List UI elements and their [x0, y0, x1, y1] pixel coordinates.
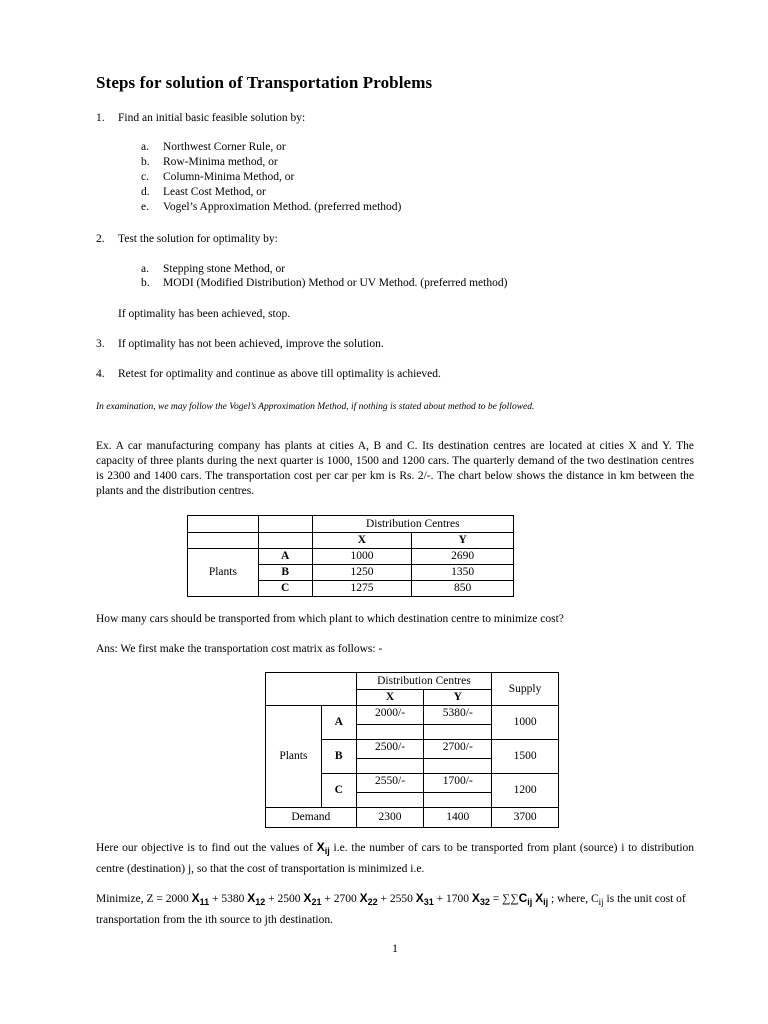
- table-header: Distribution Centres: [312, 516, 513, 533]
- cost-cell: [356, 706, 424, 740]
- answer-intro: Ans: We first make the transportation cost matrix as follows: -: [96, 643, 383, 655]
- supply-cell: 1200: [492, 774, 559, 808]
- column-header: Y: [412, 533, 514, 549]
- cost-value: 1700/-: [442, 775, 473, 787]
- term-sub: 32: [479, 897, 490, 907]
- list-item: MODI (Modified Distribution) Method or UV Method. (preferred method): [163, 277, 508, 289]
- list-letter: a.: [141, 141, 149, 153]
- step-text: Retest for optimality and continue as above till optimality is achieved.: [118, 368, 441, 380]
- table-cell: 1250: [312, 565, 412, 581]
- term-coef: 2000: [165, 893, 189, 905]
- term-coef: 2500: [277, 893, 301, 905]
- distance-table: [187, 515, 514, 597]
- cost-cell: [356, 774, 424, 808]
- column-header: X: [356, 690, 424, 706]
- cost-cell: [356, 740, 424, 774]
- list-letter: c.: [141, 171, 149, 183]
- step-number: 3.: [96, 338, 105, 350]
- table-cell: 1275: [312, 581, 412, 597]
- term-sub: 11: [199, 897, 210, 907]
- cost-value: 2700/-: [442, 741, 473, 753]
- term-var: X: [359, 891, 368, 905]
- row-header: B: [258, 565, 312, 581]
- allocation-line: [424, 758, 491, 759]
- page-number: 1: [392, 941, 398, 955]
- cost-value: 2000/-: [375, 707, 406, 719]
- row-group-label: Plants: [188, 549, 259, 597]
- cost-cell: [424, 774, 492, 808]
- list-item: Least Cost Method, or: [163, 186, 266, 198]
- list-item: Northwest Corner Rule, or: [163, 141, 286, 153]
- term-var: X: [247, 891, 256, 905]
- formula-lead: Minimize, Z =: [96, 893, 166, 905]
- page-title: Steps for solution of Transportation Problems: [96, 73, 433, 92]
- cost-value: 2500/-: [375, 741, 406, 753]
- cost-cell: [424, 706, 492, 740]
- row-header: B: [321, 740, 356, 774]
- table-cell: 850: [412, 581, 514, 597]
- list-item: Vogel’s Approximation Method. (preferred method): [163, 201, 402, 213]
- term-coef: 1700: [446, 893, 470, 905]
- step-number: 2.: [96, 233, 105, 245]
- demand-label: Demand: [266, 808, 357, 828]
- term-var: X: [303, 891, 312, 905]
- step-text: If optimality has not been achieved, improve the solution.: [118, 338, 384, 350]
- optimality-note: If optimality has been achieved, stop.: [118, 308, 291, 320]
- supply-cell: 1500: [492, 740, 559, 774]
- supply-cell: 1000: [492, 706, 559, 740]
- term-var: X: [415, 891, 424, 905]
- variable-symbol: X: [535, 891, 544, 905]
- list-letter: b.: [141, 156, 150, 168]
- step-text: Test the solution for optimality by:: [118, 233, 278, 245]
- table-header: Distribution Centres: [356, 673, 492, 690]
- term-sub: 21: [311, 897, 322, 907]
- term-sub: 12: [255, 897, 266, 907]
- where-text: ; where, C: [551, 893, 599, 905]
- table-cell: 1000: [312, 549, 412, 565]
- sum-symbol: ∑∑: [502, 893, 519, 905]
- allocation-line: [357, 792, 424, 793]
- term-coef: 2550: [389, 893, 413, 905]
- step-number: 4.: [96, 368, 105, 380]
- objective-formula: Minimize, Z = 2000 $X_{11} + 5380$ $X_{12} + 2500$ $X_{21} + 2700$ $X_{22} + 2550$ $X_{31} + 1700$ $X_{32} = \sum\sum C_{ij}$ $X_{ij}$ ; where, $C_{ij}$ is the unit cost of transportation from the ith source to jth destination.: [96, 891, 686, 926]
- table-corner: [258, 533, 312, 549]
- list-item: Row-Minima method, or: [163, 156, 278, 168]
- cost-value: 5380/-: [442, 707, 473, 719]
- cost-cell: [424, 740, 492, 774]
- list-letter: b.: [141, 277, 150, 289]
- table-corner: [188, 533, 259, 549]
- term-var: X: [471, 891, 480, 905]
- table-cell: 2690: [412, 549, 514, 565]
- term-sub: 31: [423, 897, 434, 907]
- term-coef: 5380: [221, 893, 245, 905]
- variable-subscript: ij: [543, 897, 549, 907]
- objective-paragraph: [96, 838, 694, 878]
- term-sub: 22: [367, 897, 378, 907]
- list-letter: d.: [141, 186, 150, 198]
- where-tail: is the unit cost of transportation from the ith source to jth destination.: [96, 893, 686, 926]
- question-text: How many cars should be transported from which plant to which destination centre to minimize cost?: [96, 613, 564, 625]
- list-letter: a.: [141, 263, 149, 275]
- allocation-line: [357, 758, 424, 759]
- cost-symbol: C: [518, 891, 528, 905]
- allocation-line: [424, 724, 491, 725]
- row-header: C: [258, 581, 312, 597]
- cost-matrix-table: [265, 672, 559, 828]
- supply-header: Supply: [492, 673, 559, 706]
- list-item: Stepping stone Method, or: [163, 263, 286, 275]
- row-header: C: [321, 774, 356, 808]
- row-header: A: [321, 706, 356, 740]
- objective-text-pre: Here our objective is to find out the values of: [96, 842, 313, 854]
- term-var: X: [191, 891, 200, 905]
- row-group-label: Plants: [266, 706, 322, 808]
- objective-text-post: i.e. the number of cars to be transported from plant (source) i to distribution centre (destination) j, so that the cost of transportation is minimized i.e.: [96, 842, 695, 875]
- list-item: Column-Minima Method, or: [163, 171, 295, 183]
- cost-value: 2550/-: [375, 775, 406, 787]
- allocation-line: [424, 792, 491, 793]
- example-paragraph: Ex. A car manufacturing company has plants at cities A, B and C. Its destination centres are located at cities X and Y. The capacity of three plants during the next quarter is 1000, 1500 and 1200 cars. The quarterly demand of the two destination centres is 2300 and 1400 cars. The transportation cost per car per km is Rs. 2/-. The chart below shows the distance in km between the plants and the distribution centres.: [96, 440, 694, 497]
- step-number: 1.: [96, 112, 105, 124]
- demand-cell: 1400: [424, 808, 492, 828]
- table-corner: [266, 673, 357, 706]
- column-header: X: [312, 533, 412, 549]
- where-subscript: ij: [598, 897, 604, 907]
- variable-subscript: ij: [324, 846, 330, 856]
- table-corner: [258, 516, 312, 533]
- exam-note: In examination, we may follow the Vogel’s Approximation Method, if nothing is stated about method to be followed.: [96, 402, 535, 412]
- step-text: Find an initial basic feasible solution by:: [118, 112, 306, 124]
- table-corner: [188, 516, 259, 533]
- list-letter: e.: [141, 201, 149, 213]
- variable-symbol: X: [316, 840, 325, 854]
- cost-subscript: ij: [527, 897, 533, 907]
- allocation-line: [357, 724, 424, 725]
- row-header: A: [258, 549, 312, 565]
- column-header: Y: [424, 690, 492, 706]
- term-coef: 2700: [333, 893, 357, 905]
- table-cell: 1350: [412, 565, 514, 581]
- total-cell: 3700: [492, 808, 559, 828]
- demand-cell: 2300: [356, 808, 424, 828]
